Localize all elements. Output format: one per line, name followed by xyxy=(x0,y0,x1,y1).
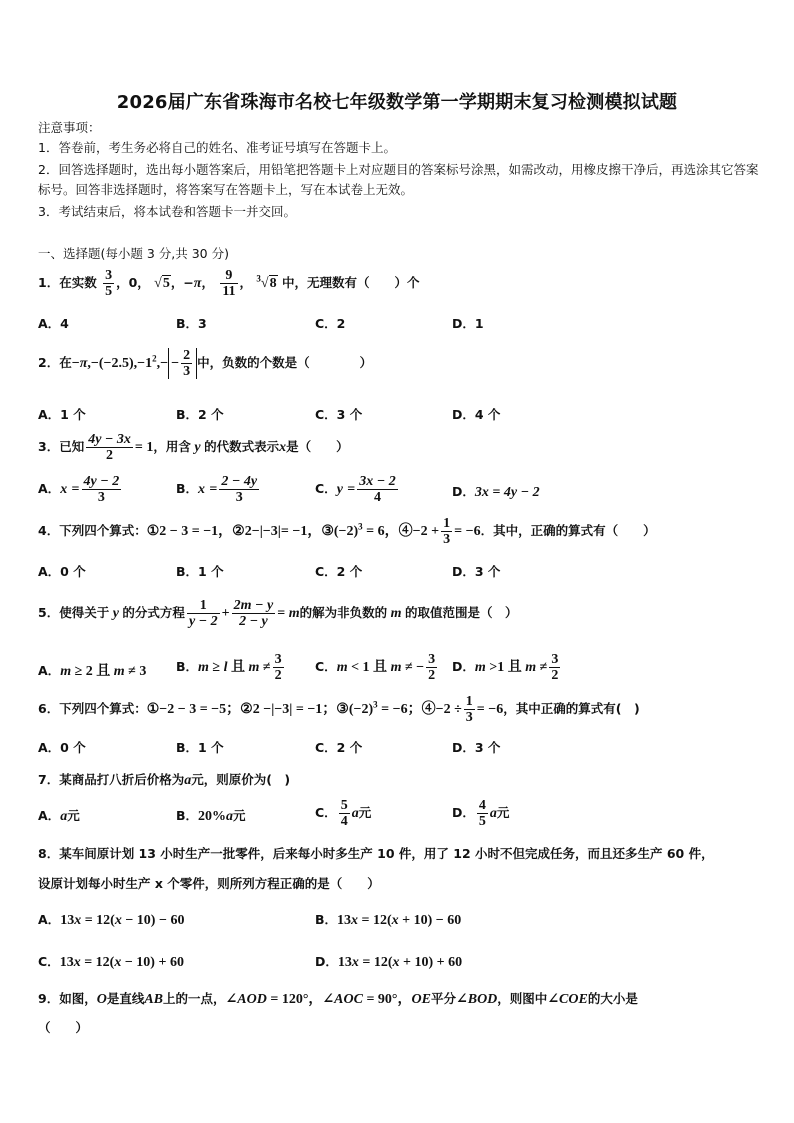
notice-heading: 注意事项： xyxy=(38,120,101,135)
question-1-tail: 中，无理数有（ ）个 xyxy=(281,275,420,290)
q9-text: 的大小是 xyxy=(587,991,638,1006)
q8-option-d[interactable]: D．13x = 12(x + 10) + 60 xyxy=(315,954,463,970)
q1-option-c[interactable]: C．2 xyxy=(315,316,346,331)
question-2-tail: 中，负数的个数是（ ） xyxy=(197,355,373,370)
q2-option-b[interactable]: B．2 个 xyxy=(176,407,224,422)
fraction-icon: $\frac{4y - 3x}{2}$ xyxy=(88,432,131,463)
q9-text: 上的一点， xyxy=(163,991,226,1006)
question-4-tail: ．其中，正确的算式有（ ） xyxy=(480,523,656,538)
question-7: 7．某商品打八折后价格为a元，则原价为( ) xyxy=(38,772,291,788)
question-3-mid2: 的代数式表示 xyxy=(204,439,280,454)
option-label: A． xyxy=(38,481,61,496)
q6-option-d[interactable]: D．3 个 xyxy=(452,740,501,755)
option-label: C． xyxy=(315,481,337,496)
question-5-mid: 的分式方程 xyxy=(122,605,185,620)
question-5-prefix: 5．使得关于 xyxy=(38,605,110,620)
question-8-line-2: 设原计划每小时生产 x 个零件，则所列方程正确的是（ ） xyxy=(38,876,380,891)
question-9-line-2: （ ） xyxy=(38,1020,89,1035)
question-2: 2．在$-\pi,-(-2.5),-1^2,-$ − $\frac{2}{3}$ 中，负数的个数是（ ） xyxy=(38,348,373,379)
notice-item-3: 3．考试结束后，将本试卷和答题卡一并交回。 xyxy=(38,204,296,219)
q1-option-b[interactable]: B．3 xyxy=(176,316,207,331)
q8-option-b[interactable]: B．13x = 12(x + 10) − 60 xyxy=(315,912,462,928)
question-6-prefix: 6．下列四个算式： xyxy=(38,701,147,716)
fraction-icon: $\frac{9}{11}$ xyxy=(222,268,236,299)
question-3-tail: 是（ ） xyxy=(286,439,349,454)
q7-option-d[interactable]: D． $\frac{4}{5}$ a元 xyxy=(452,798,510,829)
q4-option-c[interactable]: C．2 个 xyxy=(315,564,363,579)
question-8-line-1: 8．某车间原计划 13 小时生产一批零件，后来每小时多生产 10 件，用了 12 小时不但完成任务，而且还多生产 60 件， xyxy=(38,846,714,861)
notice-item-2: 2．回答选择题时，选出每小题答案后，用铅笔把答题卡上对应题目的答案标号涂黑，如需改动，用橡皮擦干净后，再选涂其它答案标号。回答非选择题时，将答案写在答题卡上，写在本试卷上无效。 xyxy=(38,162,759,197)
q3-option-c[interactable]: C．y = $\frac{3x - 2}{4}$ xyxy=(315,474,396,505)
q3-option-b[interactable]: B．x = $\frac{2 - 4y}{3}$ xyxy=(176,474,258,505)
q5-option-a[interactable]: A．m ≥ 2 且 m ≠ 3 xyxy=(38,663,147,679)
question-5: 5．使得关于 y 的分式方程 $\frac{1}{y - 2}$ + $\frac{2m - y}{2 - y}$ = m的解为非负数的 m 的取值范围是（ ） xyxy=(38,598,518,629)
q9-text: ，则图中 xyxy=(497,991,548,1006)
question-3: 3．已知 $\frac{4y - 3x}{2}$ = 1，用含 y 的代数式表示x是（ ） xyxy=(38,432,349,463)
q3-option-a[interactable]: A．x = $\frac{4y - 2}{3}$ xyxy=(38,474,120,505)
q4-option-d[interactable]: D．3 个 xyxy=(452,564,501,579)
q5-option-d[interactable]: D．m >1 且 m ≠ $\frac{3}{2}$ xyxy=(452,652,559,683)
question-5-mid2: 的解为非负数的 xyxy=(299,605,388,620)
option-label: B． xyxy=(176,481,199,496)
notice-item-1: 1．答卷前，考生务必将自己的姓名、准考证号填写在答题卡上。 xyxy=(38,140,396,155)
q2-option-c[interactable]: C．3 个 xyxy=(315,407,363,422)
q6-option-c[interactable]: C．2 个 xyxy=(315,740,363,755)
question-7-tail: 元，则原价为( ) xyxy=(191,772,291,787)
question-6: 6．下列四个算式：①−2 − 3 = −5；②2 −|−3| = −1；$③(-2)^3 = -6$；④−2 ÷ $\frac{1}{3}$ = −6，其中正确的算式有( ) xyxy=(38,694,640,725)
q6-option-a[interactable]: A．0 个 xyxy=(38,740,86,755)
q1-option-a[interactable]: A．4 xyxy=(38,316,69,331)
q3-option-d[interactable]: D．3x = 4y − 2 xyxy=(452,484,540,500)
q2-option-a[interactable]: A．1 个 xyxy=(38,407,86,422)
absolute-value-icon: − $\frac{2}{3}$ xyxy=(168,348,197,379)
question-6-tail: ，其中正确的算式有( ) xyxy=(503,701,640,716)
question-3-mid: ，用含 xyxy=(153,439,191,454)
question-4: 4．下列四个算式：①2 − 3 = −1，②2−|−3|= −1，$③(-2)^3 = 6$，④−2 + $\frac{1}{3}$ = −6．其中，正确的算式有（ ） xyxy=(38,516,656,547)
q1-option-d[interactable]: D．1 xyxy=(452,316,484,331)
q7-option-c[interactable]: C． $\frac{5}{4}$ a元 xyxy=(315,798,372,829)
q8-option-a[interactable]: A．13x = 12(x − 10) − 60 xyxy=(38,912,185,928)
question-7-prefix: 7．某商品打八折后价格为 xyxy=(38,772,185,787)
q5-option-b[interactable]: B．m ≥ l 且 m ≠ $\frac{3}{2}$ xyxy=(176,652,282,683)
option-label: D． xyxy=(452,484,475,499)
question-4-prefix: 4．下列四个算式： xyxy=(38,523,147,538)
question-9-prefix: 9．如图， xyxy=(38,991,97,1006)
q4-option-b[interactable]: B．1 个 xyxy=(176,564,224,579)
radical-icon: √5 xyxy=(154,276,170,291)
question-9: 9．如图，O是直线AB上的一点，∠AOD = 120°，∠AOC = 90°，OE平分∠BOD，则图中∠COE的大小是 xyxy=(38,991,638,1007)
q2-option-d[interactable]: D．4 个 xyxy=(452,407,501,422)
q4-option-a[interactable]: A．0 个 xyxy=(38,564,86,579)
q5-option-c[interactable]: C．m < 1 且 m ≠ − $\frac{3}{2}$ xyxy=(315,652,436,683)
q6-option-b[interactable]: B．1 个 xyxy=(176,740,224,755)
question-3-prefix: 3．已知 xyxy=(38,439,85,454)
section-heading: 一、选择题(每小题 3 分,共 30 分) xyxy=(38,246,229,261)
q7-option-b[interactable]: B．20%a元 xyxy=(176,808,246,824)
q8-option-c[interactable]: C．13x = 12(x − 10) + 60 xyxy=(38,954,184,970)
fraction-icon: $\frac{3}{5}$ xyxy=(105,268,113,299)
question-1: 1．在实数 $\frac{3}{5}$ ，0， √5，−π， $\frac{9}{11}$ ， $^3$√8 中，无理数有（ ）个 xyxy=(38,268,420,299)
page-title: 2026届广东省珠海市名校七年级数学第一学期期末复习检测模拟试题 xyxy=(116,92,678,113)
question-2-prefix: 2．在 xyxy=(38,355,72,370)
q9-text: 是直线 xyxy=(106,991,145,1006)
question-5-tail: 的取值范围是（ ） xyxy=(405,605,518,620)
question-1-prefix: 1．在实数 xyxy=(38,275,97,290)
radical-icon: $^3$√8 xyxy=(256,273,277,291)
q9-text: 平分 xyxy=(430,991,456,1006)
q7-option-a[interactable]: A．a元 xyxy=(38,808,80,824)
